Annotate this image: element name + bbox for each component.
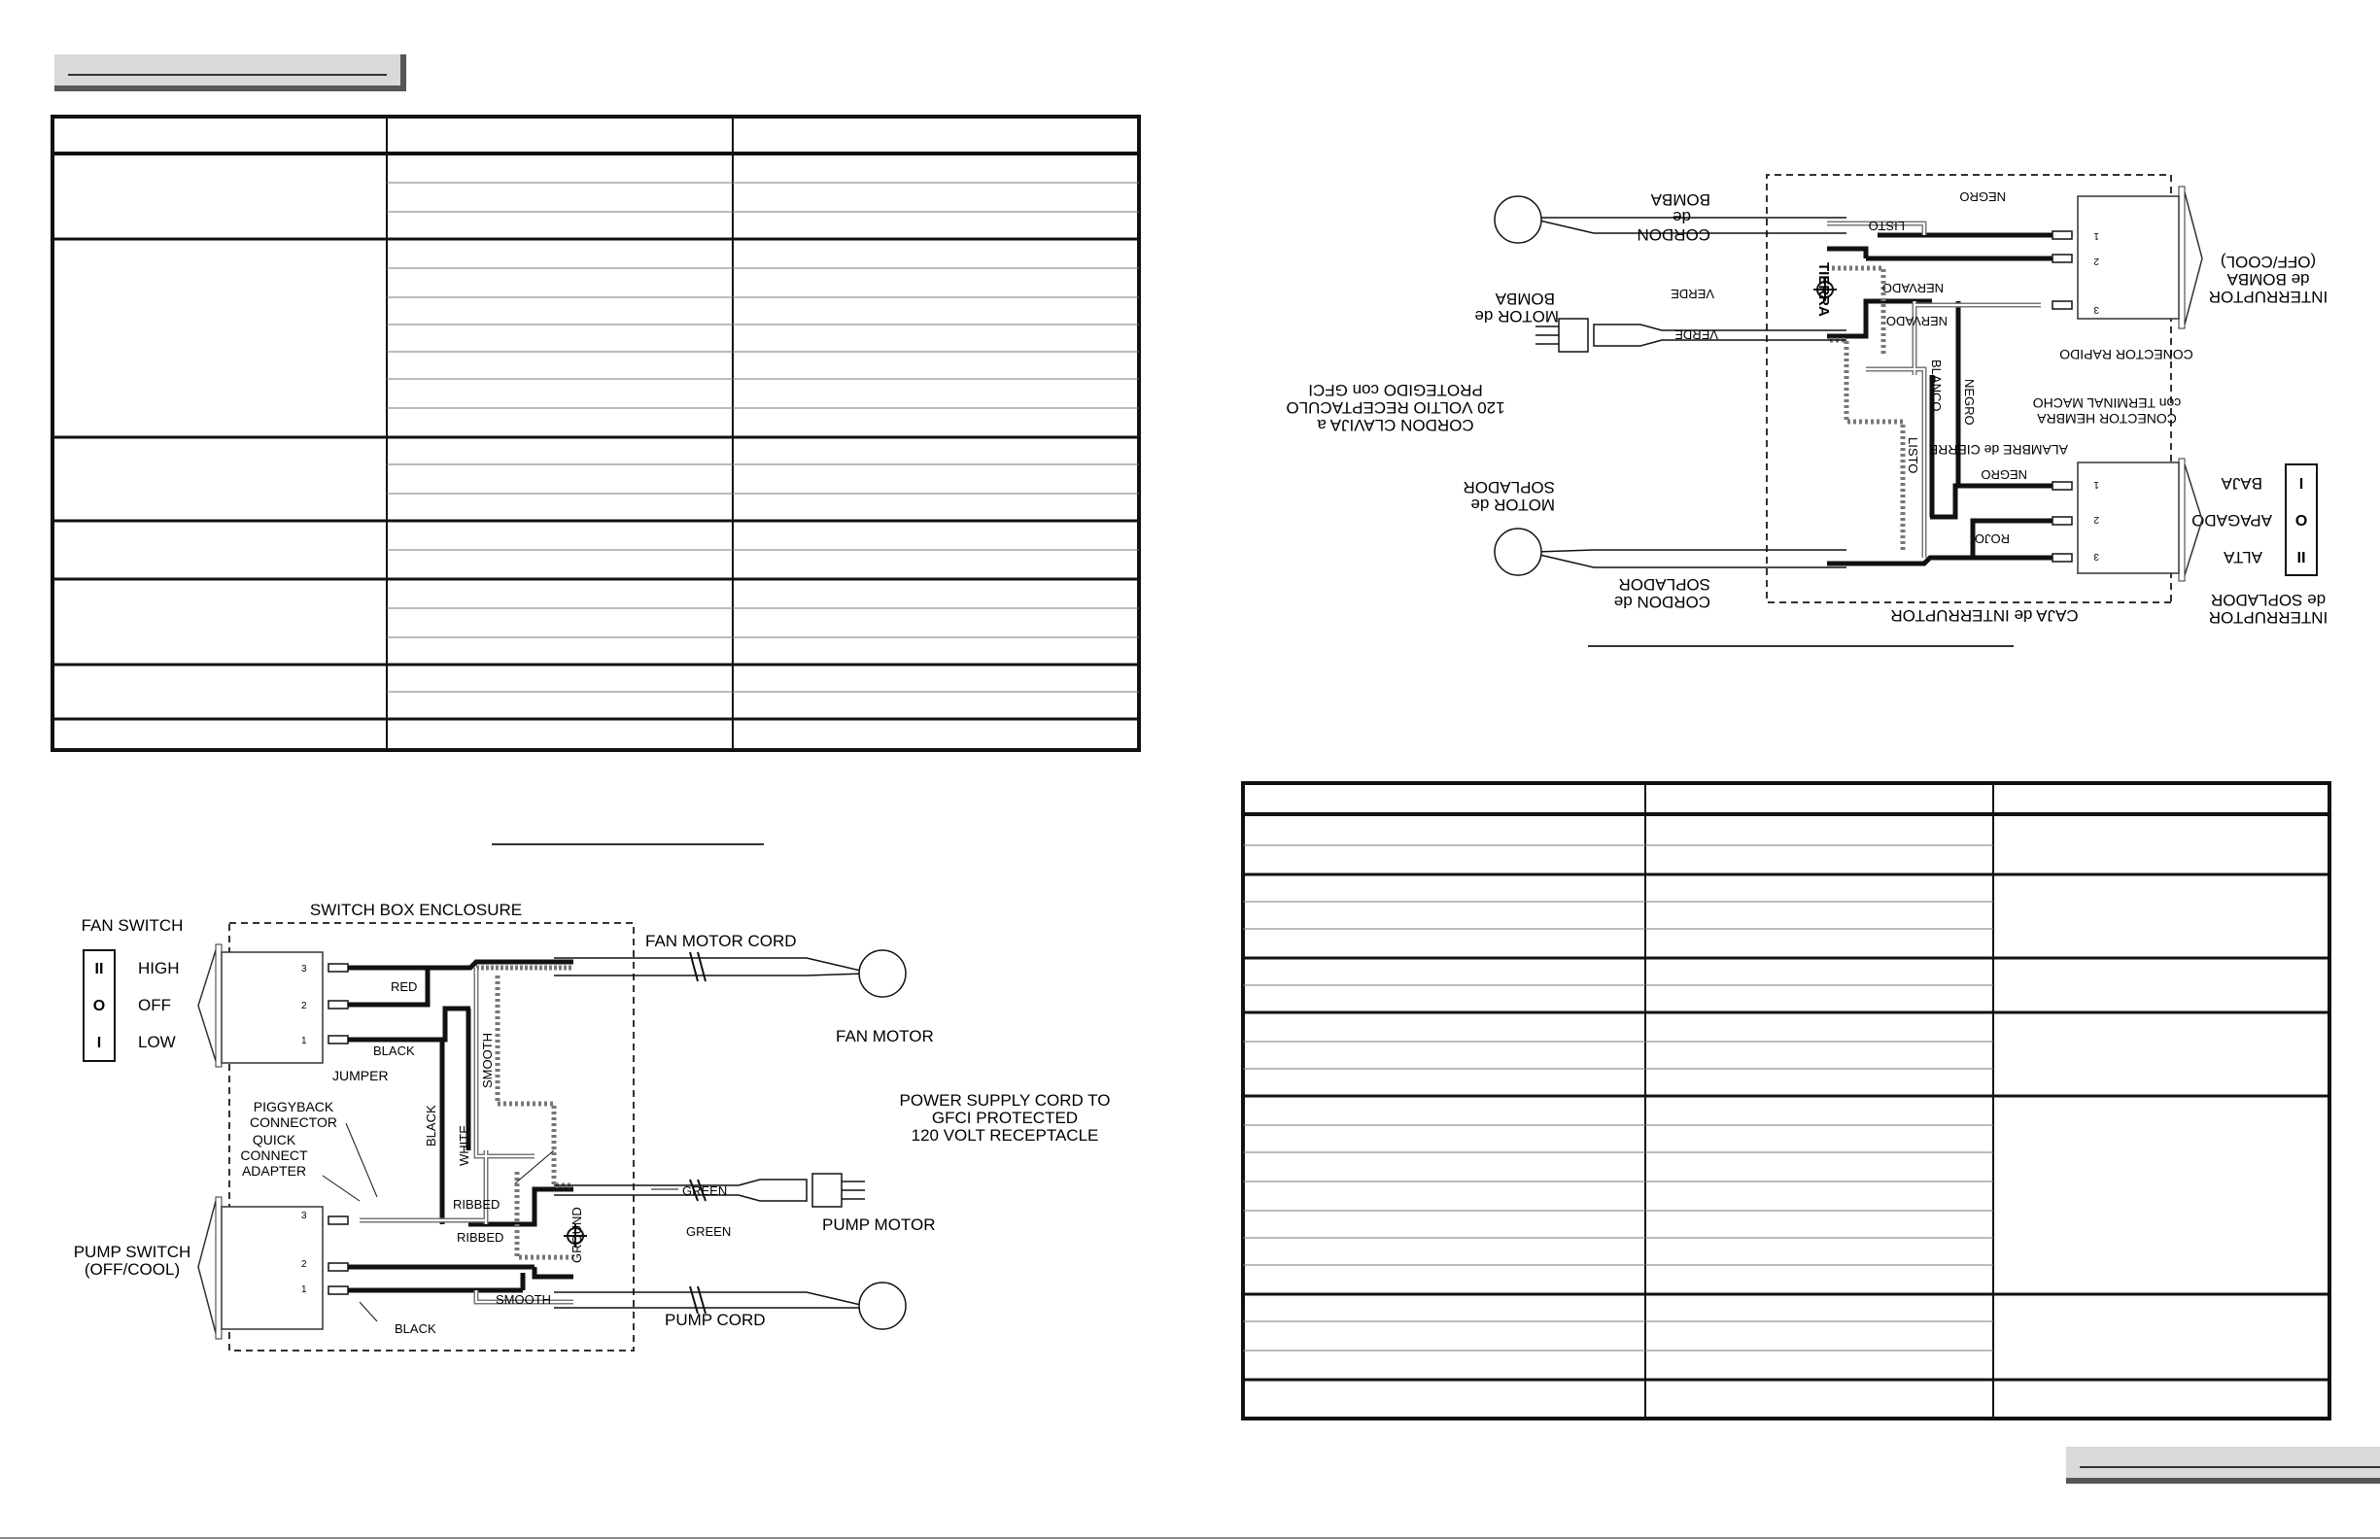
svg-text:RIBBED: RIBBED bbox=[457, 1230, 504, 1245]
svg-text:VERDE: VERDE bbox=[1671, 287, 1714, 301]
svg-text:GFCI PROTECTED: GFCI PROTECTED bbox=[931, 1109, 1079, 1127]
svg-text:JUMPER: JUMPER bbox=[332, 1068, 389, 1083]
svg-text:2: 2 bbox=[2093, 514, 2099, 525]
pump-cord-label: PUMP CORD bbox=[665, 1311, 766, 1329]
svg-text:APAGADO: APAGADO bbox=[2191, 511, 2272, 530]
caja-label: CAJA de INTERRUPTOR bbox=[1890, 606, 2079, 625]
svg-text:120 VOLT RECEPTACLE: 120 VOLT RECEPTACLE bbox=[911, 1126, 1099, 1145]
svg-text:SMOOTH: SMOOTH bbox=[480, 1032, 495, 1088]
svg-text:de BOMBA: de BOMBA bbox=[2226, 270, 2310, 289]
svg-text:HIGH: HIGH bbox=[138, 959, 180, 977]
svg-text:120 VOLTIO RECEPTACULO: 120 VOLTIO RECEPTACULO bbox=[1286, 398, 1505, 417]
svg-text:RED: RED bbox=[391, 979, 418, 994]
wiring-diagram-spanish bbox=[1263, 165, 2332, 632]
svg-text:SMOOTH: SMOOTH bbox=[496, 1292, 552, 1307]
svg-text:BOMBA: BOMBA bbox=[1650, 190, 1710, 209]
svg-text:O: O bbox=[2294, 511, 2308, 528]
svg-text:MOTOR de: MOTOR de bbox=[1474, 307, 1559, 325]
switch-box-label: SWITCH BOX ENCLOSURE bbox=[309, 901, 523, 919]
svg-text:3: 3 bbox=[301, 1211, 307, 1221]
troubleshooting-table-right bbox=[1241, 781, 2331, 1420]
svg-text:NEGRO: NEGRO bbox=[1962, 379, 1977, 426]
svg-text:BLACK: BLACK bbox=[424, 1105, 438, 1146]
troubleshooting-table-left bbox=[51, 115, 1141, 752]
svg-text:1: 1 bbox=[2093, 230, 2099, 241]
svg-text:BAJA: BAJA bbox=[2221, 474, 2262, 493]
svg-text:con TERMINAL MACHO: con TERMINAL MACHO bbox=[2032, 395, 2182, 411]
svg-text:(OFF/COOL): (OFF/COOL) bbox=[2220, 253, 2317, 271]
svg-text:1: 1 bbox=[301, 1036, 307, 1046]
fan-motor-label: FAN MOTOR bbox=[836, 1027, 934, 1045]
svg-text:CORDON: CORDON bbox=[1637, 225, 1710, 244]
svg-text:GROUND: GROUND bbox=[569, 1207, 584, 1263]
svg-text:NEGRO: NEGRO bbox=[1981, 467, 2027, 482]
svg-text:BLANCO: BLANCO bbox=[1929, 359, 1944, 412]
svg-text:CORDON de: CORDON de bbox=[1613, 593, 1710, 611]
svg-text:BOMBA: BOMBA bbox=[1495, 290, 1555, 308]
fan-switch-label: FAN SWITCH bbox=[81, 916, 184, 935]
wiring-diagram-english bbox=[68, 894, 1137, 1360]
svg-text:LISTO: LISTO bbox=[1906, 437, 1920, 474]
svg-text:ALTA: ALTA bbox=[2224, 548, 2262, 566]
svg-text:RIBBED: RIBBED bbox=[453, 1197, 500, 1212]
svg-text:PROTEGIDO con GFCI: PROTEGIDO con GFCI bbox=[1308, 381, 1483, 399]
svg-text:ROJO: ROJO bbox=[1974, 531, 2010, 546]
svg-text:BLACK: BLACK bbox=[395, 1321, 436, 1336]
svg-text:NERVADO: NERVADO bbox=[1885, 314, 1948, 328]
svg-text:3: 3 bbox=[2093, 551, 2099, 562]
svg-text:VERDE: VERDE bbox=[1674, 327, 1718, 342]
svg-text:3: 3 bbox=[301, 964, 307, 975]
svg-text:NEGRO: NEGRO bbox=[1959, 189, 2006, 204]
svg-text:I: I bbox=[2298, 474, 2304, 491]
svg-text:3: 3 bbox=[2093, 304, 2099, 315]
svg-text:1: 1 bbox=[2093, 479, 2099, 490]
svg-text:MOTOR de: MOTOR de bbox=[1470, 496, 1555, 514]
svg-text:ADAPTER: ADAPTER bbox=[241, 1163, 307, 1179]
svg-text:LISTO: LISTO bbox=[1868, 219, 1905, 233]
svg-text:CONNECT: CONNECT bbox=[240, 1147, 308, 1163]
svg-text:OFF: OFF bbox=[138, 996, 171, 1014]
svg-text:CORDON CLAVIJA a: CORDON CLAVIJA a bbox=[1317, 416, 1474, 434]
svg-text:2: 2 bbox=[2093, 256, 2099, 266]
svg-text:II: II bbox=[2296, 548, 2306, 565]
pump-switch-label: PUMP SWITCH bbox=[73, 1243, 191, 1261]
svg-text:ALAMBRE de CIERRE: ALAMBRE de CIERRE bbox=[1928, 442, 2068, 458]
page-header-box-right bbox=[2066, 1447, 2380, 1484]
pump-motor-label: PUMP MOTOR bbox=[822, 1215, 936, 1234]
svg-text:II: II bbox=[94, 961, 104, 977]
svg-text:GREEN: GREEN bbox=[686, 1224, 732, 1239]
page-header-box-left bbox=[54, 54, 406, 91]
power-cord-label: POWER SUPPLY CORD TO bbox=[899, 1091, 1111, 1110]
svg-text:SOPLADOR: SOPLADOR bbox=[1463, 478, 1555, 496]
svg-text:(OFF/COOL): (OFF/COOL) bbox=[84, 1260, 181, 1279]
svg-text:PIGGYBACK: PIGGYBACK bbox=[253, 1099, 334, 1114]
svg-text:NERVADO: NERVADO bbox=[1881, 281, 1944, 295]
svg-text:TIERRA: TIERRA bbox=[1815, 262, 1832, 317]
svg-text:2: 2 bbox=[301, 1001, 307, 1011]
int-bomba-label: INTERRUPTOR bbox=[2208, 288, 2328, 306]
svg-text:LOW: LOW bbox=[138, 1033, 176, 1051]
svg-text:SOPLADOR: SOPLADOR bbox=[1618, 575, 1710, 594]
svg-text:GREEN: GREEN bbox=[682, 1183, 728, 1198]
svg-text:WHITE: WHITE bbox=[457, 1125, 471, 1166]
svg-text:O: O bbox=[92, 998, 106, 1014]
svg-text:2: 2 bbox=[301, 1259, 307, 1270]
svg-text:1: 1 bbox=[301, 1284, 307, 1295]
svg-text:CONECTOR HEMBRA: CONECTOR HEMBRA bbox=[2037, 411, 2177, 427]
svg-text:I: I bbox=[96, 1035, 102, 1051]
page-bottom-line bbox=[0, 1537, 2380, 1539]
caption-rule-left bbox=[492, 843, 764, 845]
svg-text:CONNECTOR: CONNECTOR bbox=[250, 1114, 337, 1130]
svg-text:QUICK: QUICK bbox=[252, 1132, 296, 1147]
int-soplador-label: INTERRUPTOR bbox=[2208, 608, 2328, 627]
svg-text:de: de bbox=[1673, 208, 1691, 226]
svg-text:BLACK: BLACK bbox=[373, 1044, 415, 1058]
caption-rule-right bbox=[1588, 645, 2014, 647]
svg-text:CONECTOR RAPIDO: CONECTOR RAPIDO bbox=[2059, 347, 2193, 362]
fan-motor-cord-label: FAN MOTOR CORD bbox=[645, 932, 797, 950]
svg-text:de SOPLADOR: de SOPLADOR bbox=[2210, 591, 2327, 609]
